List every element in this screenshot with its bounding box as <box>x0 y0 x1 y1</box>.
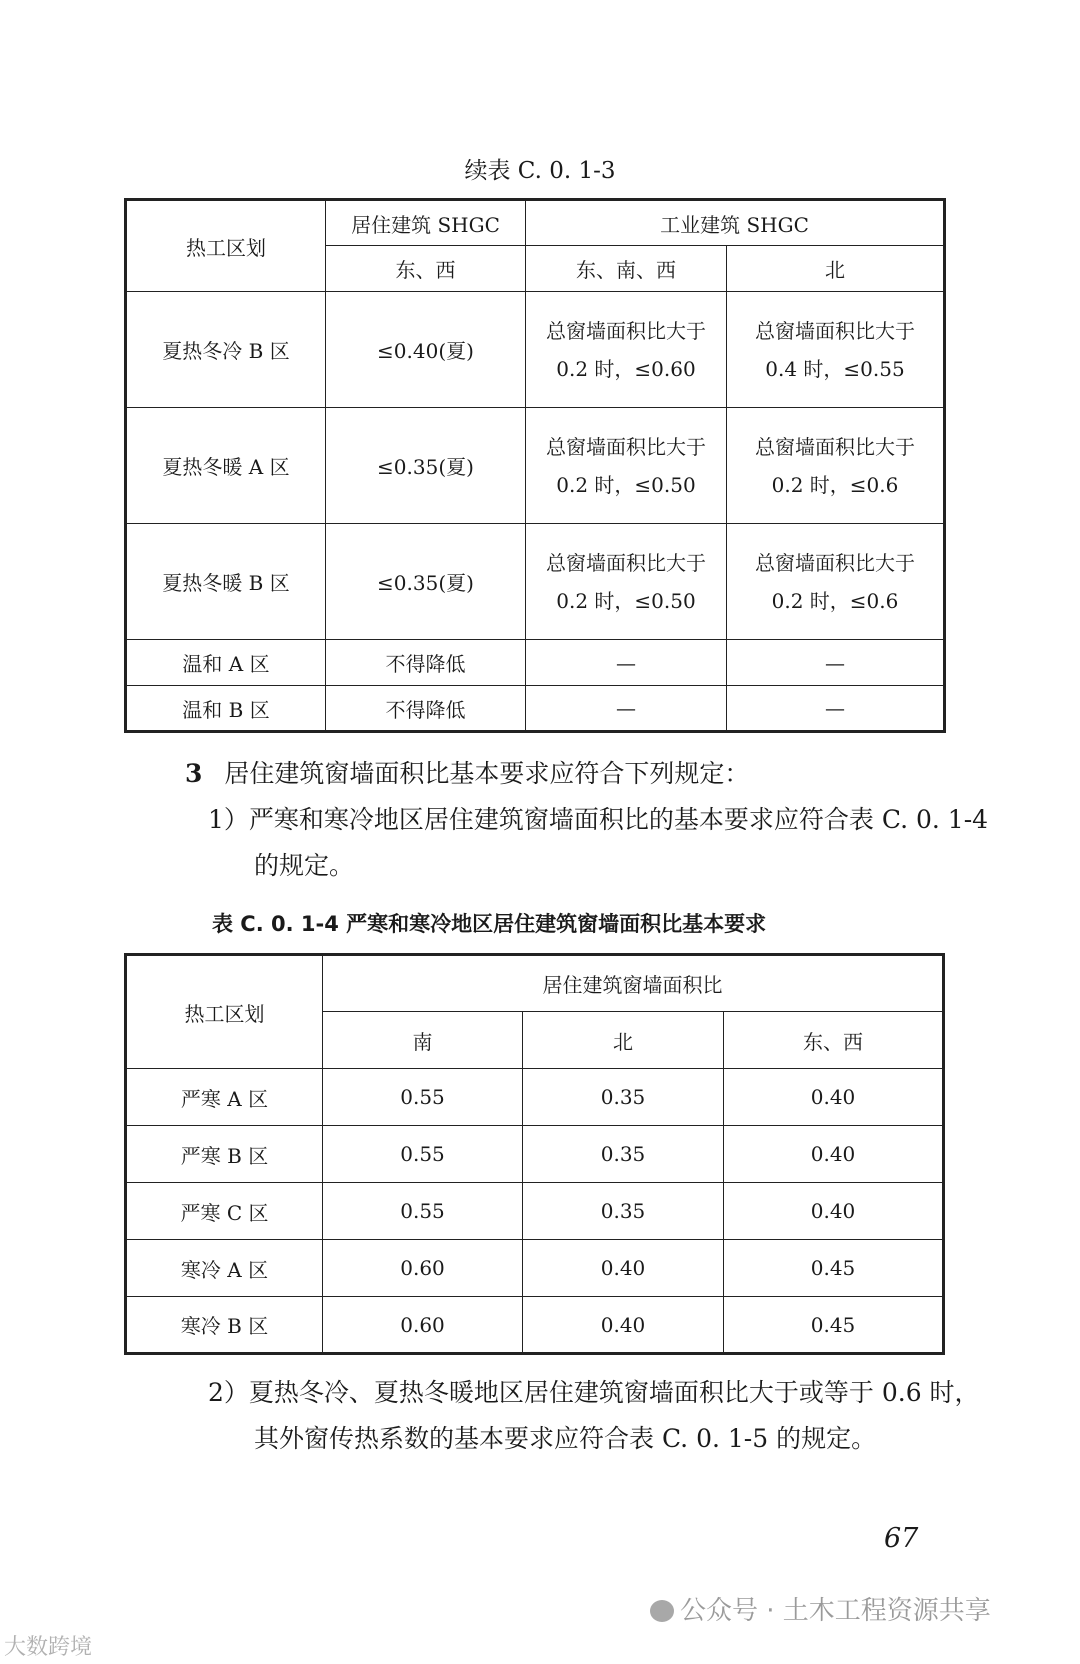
t2-header-zone: 热工区划 <box>126 955 323 1069</box>
t1-ind2 <box>727 524 945 640</box>
t1-ind1 <box>526 292 727 408</box>
t1-res: ≤0.35(夏) <box>326 524 526 640</box>
table1 <box>124 198 946 733</box>
table2 <box>124 953 945 1355</box>
t1-ind1 <box>526 408 727 524</box>
t1-ind2-line1: 总窗墙面积比大于 <box>755 434 915 459</box>
t1-ind1 <box>526 524 727 640</box>
t1-ind2 <box>727 408 945 524</box>
t1-ind2-line2: 0.2 时，≤0.6 <box>771 472 899 497</box>
clause-3-text: 居住建筑窗墙面积比基本要求应符合下列规定： <box>224 759 750 788</box>
t1-ind1: — <box>526 686 727 732</box>
clause-3-1: 1）严寒和寒冷地区居住建筑窗墙面积比的基本要求应符合表 C. 0. 1-4 的规定。 <box>208 805 989 880</box>
t2-zone: 寒冷 A 区 <box>126 1240 323 1297</box>
t1-ind1: — <box>526 640 727 686</box>
clause-3-2: 2）夏热冬冷、夏热冬暖地区居住建筑窗墙面积比大于或等于 0.6 时，其外窗传热系数的基本要求应符合表 C. 0. 1-5 的规定。 <box>208 1378 980 1453</box>
table-row <box>126 292 945 408</box>
table-row <box>126 1126 944 1183</box>
table-row <box>126 686 945 732</box>
t2-zone: 严寒 A 区 <box>126 1069 323 1126</box>
t2-east-west: 0.40 <box>724 1069 944 1126</box>
t1-ind1-line2: 0.2 时，≤0.60 <box>556 356 696 381</box>
t1-ind2-line1: 总窗墙面积比大于 <box>755 550 915 575</box>
t2-east-west: 0.45 <box>724 1297 944 1354</box>
table-row <box>126 1069 944 1126</box>
t2-north: 0.40 <box>523 1240 724 1297</box>
t1-ind2: — <box>727 640 945 686</box>
t1-header-res-sub: 东、西 <box>326 246 526 292</box>
t1-header-residential: 居住建筑 SHGC <box>326 200 526 246</box>
t2-south: 0.60 <box>323 1297 523 1354</box>
t1-res: 不得降低 <box>326 640 526 686</box>
t1-ind1-line2: 0.2 时，≤0.50 <box>556 472 696 497</box>
watermark <box>650 1590 991 1627</box>
wechat-icon <box>650 1600 674 1622</box>
t2-north: 0.35 <box>523 1126 724 1183</box>
table-row <box>126 1183 944 1240</box>
t2-south: 0.55 <box>323 1126 523 1183</box>
t1-ind1-line1: 总窗墙面积比大于 <box>546 318 706 343</box>
t2-header-south: 南 <box>323 1012 523 1069</box>
t1-ind1-line2: 0.2 时，≤0.50 <box>556 588 696 613</box>
table-row <box>126 640 945 686</box>
t2-zone: 严寒 B 区 <box>126 1126 323 1183</box>
table1-caption: 续表 C. 0. 1-3 <box>464 158 616 184</box>
t1-header-ind-sub2: 北 <box>727 246 945 292</box>
t1-ind2-line2: 0.2 时，≤0.6 <box>771 588 899 613</box>
t1-zone: 温和 B 区 <box>126 686 326 732</box>
t2-header-group: 居住建筑窗墙面积比 <box>323 955 944 1012</box>
t1-ind2-line2: 0.4 时，≤0.55 <box>765 356 905 381</box>
t1-header-industrial: 工业建筑 SHGC <box>526 200 945 246</box>
t1-zone: 夏热冬暖 A 区 <box>126 408 326 524</box>
t1-ind1-line1: 总窗墙面积比大于 <box>546 434 706 459</box>
t1-res: ≤0.40(夏) <box>326 292 526 408</box>
t1-ind1-line1: 总窗墙面积比大于 <box>546 550 706 575</box>
t2-header-east-west: 东、西 <box>724 1012 944 1069</box>
t1-res: ≤0.35(夏) <box>326 408 526 524</box>
t1-res: 不得降低 <box>326 686 526 732</box>
t2-south: 0.55 <box>323 1183 523 1240</box>
t1-ind2: — <box>727 686 945 732</box>
t2-north: 0.40 <box>523 1297 724 1354</box>
t2-south: 0.55 <box>323 1069 523 1126</box>
t1-ind2 <box>727 292 945 408</box>
table-row <box>126 1240 944 1297</box>
t2-zone: 寒冷 B 区 <box>126 1297 323 1354</box>
t2-north: 0.35 <box>523 1183 724 1240</box>
t2-east-west: 0.40 <box>724 1126 944 1183</box>
t1-ind2-line1: 总窗墙面积比大于 <box>755 318 915 343</box>
t1-zone: 夏热冬冷 B 区 <box>126 292 326 408</box>
t2-east-west: 0.45 <box>724 1240 944 1297</box>
table2-caption: 表 C. 0. 1-4 严寒和寒冷地区居住建筑窗墙面积比基本要求 <box>212 912 767 936</box>
table-row <box>126 1297 944 1354</box>
watermark-text: 公众号 · 土木工程资源共享 <box>680 1596 991 1626</box>
page-number: 67 <box>884 1523 919 1554</box>
table-row <box>126 408 945 524</box>
t2-zone: 严寒 C 区 <box>126 1183 323 1240</box>
clause-3 <box>185 751 749 797</box>
t1-zone: 温和 A 区 <box>126 640 326 686</box>
t2-east-west: 0.40 <box>724 1183 944 1240</box>
t2-header-north: 北 <box>523 1012 724 1069</box>
t2-north: 0.35 <box>523 1069 724 1126</box>
table-row <box>126 524 945 640</box>
corner-watermark: 大数跨境 <box>4 1635 93 1660</box>
t1-zone: 夏热冬暖 B 区 <box>126 524 326 640</box>
t1-header-ind-sub1: 东、南、西 <box>526 246 727 292</box>
clause-3-number: 3 <box>185 759 203 788</box>
t1-header-zone: 热工区划 <box>126 200 326 292</box>
t2-south: 0.60 <box>323 1240 523 1297</box>
